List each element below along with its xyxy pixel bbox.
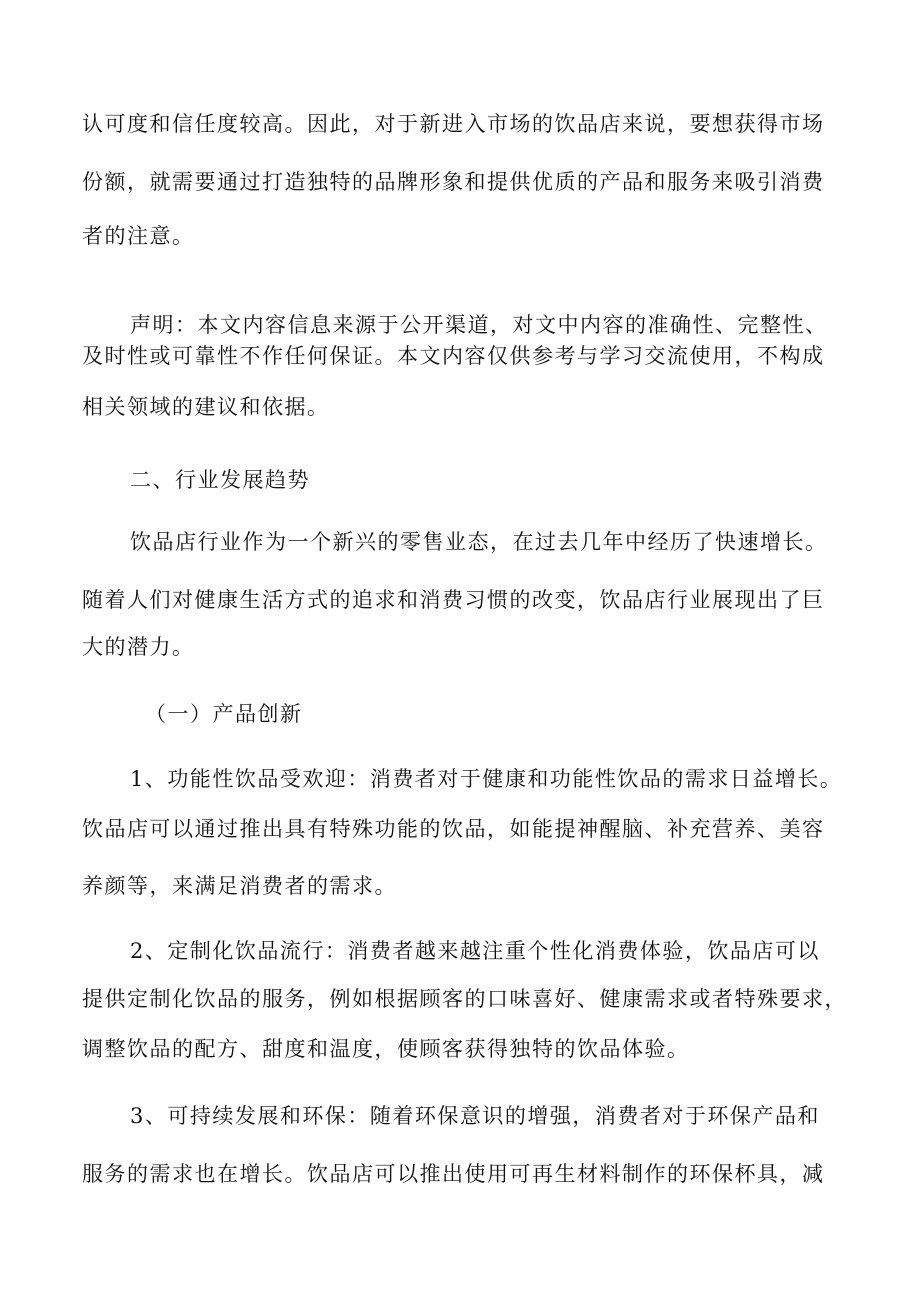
text-line-content: 声明：本文内容信息来源于公开渠道，对文中内容的准确性、完整性、 [130,313,828,337]
text-line [0,214,920,258]
text-line-content: 及时性或可靠性不作任何保证。本文内容仅供参考与学习交流使用，不构成 [82,344,825,368]
text-line-content: 随着人们对健康生活方式的追求和消费习惯的改变，饮品店行业展现出了巨 [82,588,825,612]
text-line-content: 者的注意。 [82,224,195,248]
text-line [0,929,920,973]
text-line-content: 相关领域的建议和依据。 [82,395,330,419]
text-line-content: 提供定制化饮品的服务，例如根据顾客的口味喜好、健康需求或者特殊要求， [82,987,847,1011]
text-line-content: 份额，就需要通过打造独特的品牌形象和提供优质的产品和服务来吸引消费 [82,170,825,194]
text-line [0,625,920,669]
text-line-content: 大的潜力。 [82,635,195,659]
text-line [0,977,920,1021]
text-line-content: 服务的需求也在增长。饮品店可以推出使用可再生材料制作的环保杯具，减 [82,1162,825,1186]
text-line-content: 2、定制化饮品流行：消费者越来越注重个性化消费体验，饮品店可以 [130,939,820,963]
text-line [0,385,920,429]
text-line [0,864,920,908]
text-line [0,1094,920,1138]
text-line-content: 1、功能性饮品受欢迎：消费者对于健康和功能性饮品的需求日益增长。 [130,767,843,791]
text-line-content: 饮品店可以通过推出具有特殊功能的饮品，如能提神醒脑、补充营养、美容 [82,817,825,841]
text-line-content: 饮品店行业作为一个新兴的零售业态，在过去几年中经历了快速增长。 [130,530,828,554]
text-line [0,578,920,622]
text-line [0,1027,920,1071]
subsection-heading-text: （一）产品创新 [145,702,303,726]
text-line-content: 养颜等，来满足消费者的需求。 [82,874,397,898]
text-line [0,1152,920,1196]
section-heading-text: 二、行业发展趋势 [130,468,310,492]
heading-line [0,692,920,736]
text-line [0,520,920,564]
text-line [0,807,920,851]
text-line-content: 调整饮品的配方、甜度和温度，使顾客获得独特的饮品体验。 [82,1037,690,1061]
heading-line [0,458,920,502]
text-line [0,757,920,801]
text-line [0,160,920,204]
text-line [0,102,920,146]
text-line [0,334,920,378]
text-line-content: 3、可持续发展和环保：随着环保意识的增强，消费者对于环保产品和 [130,1104,820,1128]
text-line-content: 认可度和信任度较高。因此，对于新进入市场的饮品店来说，要想获得市场 [82,112,825,136]
